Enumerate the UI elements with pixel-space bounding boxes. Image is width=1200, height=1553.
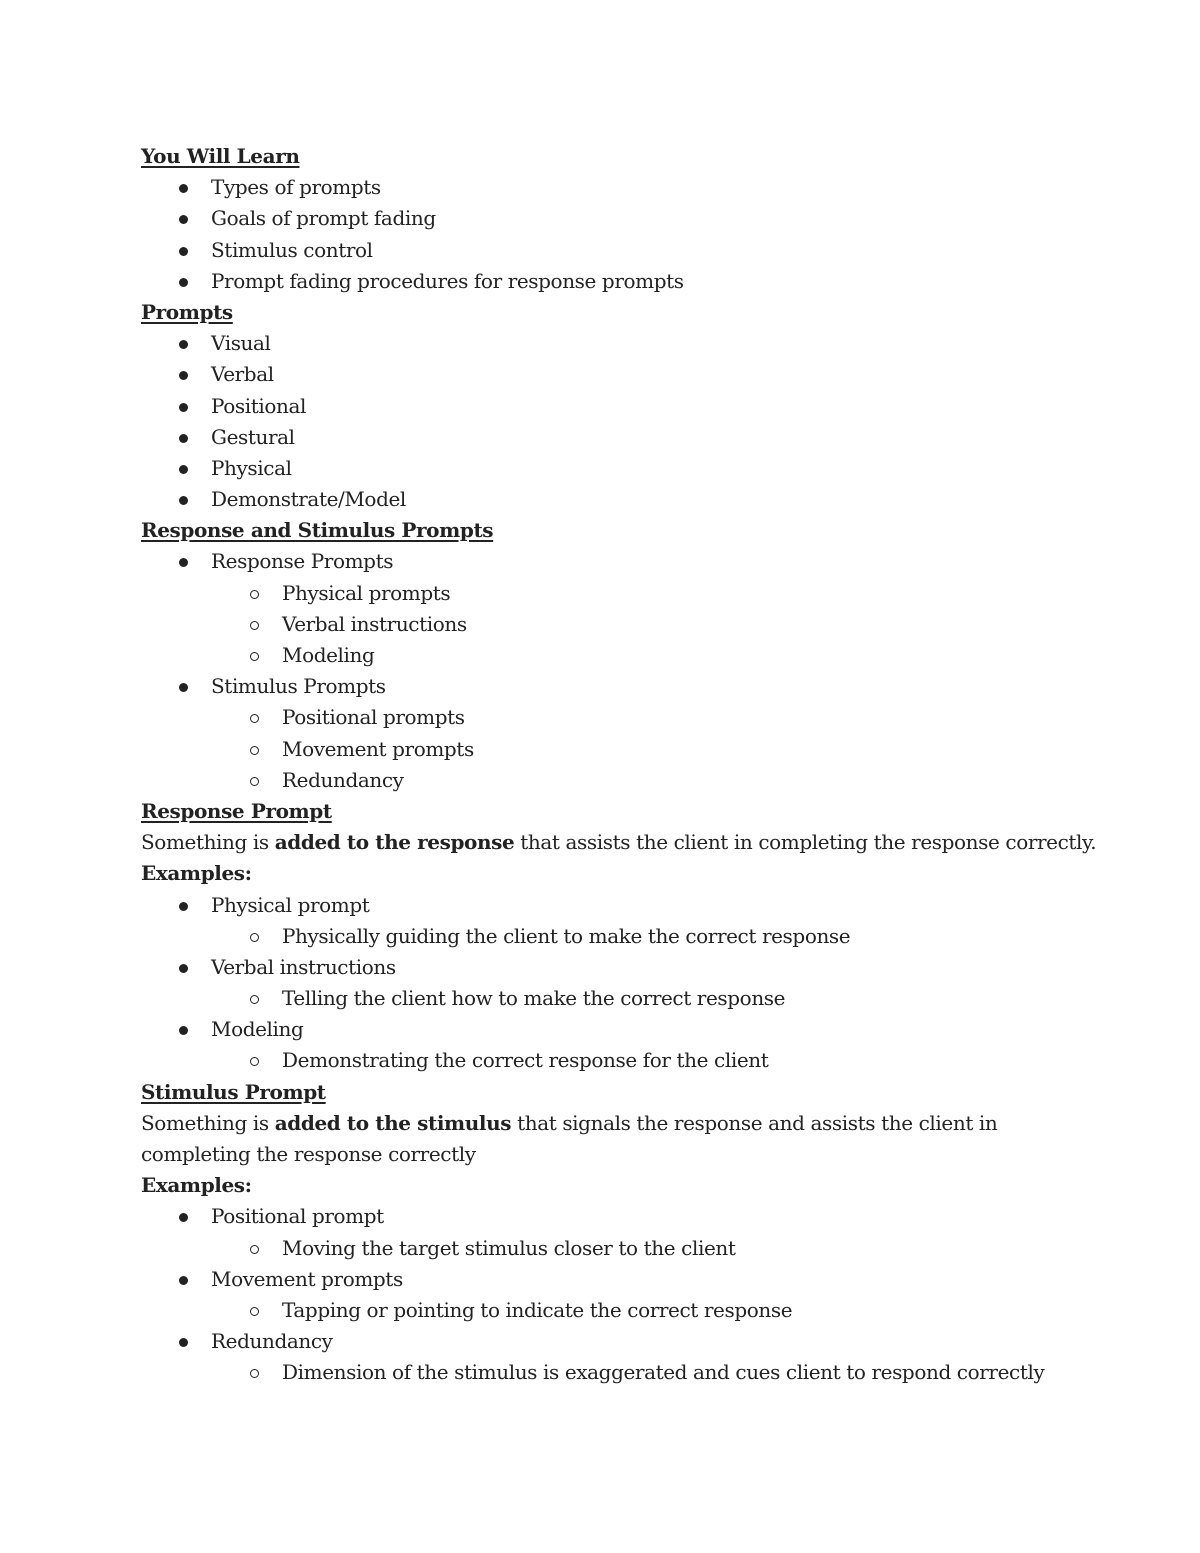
bullet-item: Movement prompts bbox=[141, 1264, 1081, 1295]
bullet-item: Demonstrate/Model bbox=[141, 484, 1081, 515]
bullet-item: Visual bbox=[141, 328, 1081, 359]
examples-label: Examples: bbox=[141, 1173, 252, 1198]
sub-bullet-item: Dimension of the stimulus is exaggerated and cues client to respond correctly bbox=[141, 1357, 1081, 1388]
bullet-item: Gestural bbox=[141, 422, 1081, 453]
sub-bullet-item: Verbal instructions bbox=[141, 609, 1081, 640]
sub-bullet-item: Physical prompts bbox=[141, 578, 1081, 609]
description-text: that signals the response and assists the client in completing the response correctly bbox=[141, 1110, 998, 1167]
description-emphasis: added to the stimulus bbox=[274, 1110, 512, 1135]
description-text: Something is bbox=[141, 830, 275, 855]
sub-bullet-item: Physically guiding the client to make the correct response bbox=[141, 921, 1081, 952]
bullet-item: Verbal bbox=[141, 359, 1081, 390]
stimulus-prompt-description bbox=[141, 1108, 1081, 1170]
examples-label: Examples: bbox=[141, 861, 252, 886]
bullet-item: Verbal instructions bbox=[141, 952, 1081, 983]
bullet-item: Positional prompt bbox=[141, 1201, 1081, 1232]
bullet-item: Positional bbox=[141, 391, 1081, 422]
bullet-item: Modeling bbox=[141, 1014, 1081, 1045]
bullet-item: Stimulus control bbox=[141, 235, 1081, 266]
sub-bullet-item: Modeling bbox=[141, 640, 1081, 671]
sub-bullet-item: Tapping or pointing to indicate the correct response bbox=[141, 1295, 1081, 1326]
bullet-item: Prompt fading procedures for response prompts bbox=[141, 266, 1081, 297]
sub-bullet-item: Redundancy bbox=[141, 765, 1081, 796]
sub-bullet-item: Movement prompts bbox=[141, 734, 1081, 765]
sub-bullet-item: Moving the target stimulus closer to the client bbox=[141, 1233, 1081, 1264]
sub-bullet-item: Telling the client how to make the correct response bbox=[141, 983, 1081, 1014]
bullet-item: Response Prompts bbox=[141, 546, 1081, 577]
section-heading-prompts: Prompts bbox=[141, 299, 233, 324]
bullet-item: Redundancy bbox=[141, 1326, 1081, 1357]
sub-bullet-item: Demonstrating the correct response for the client bbox=[141, 1045, 1081, 1076]
section-heading-stimulus-prompt: Stimulus Prompt bbox=[141, 1079, 326, 1104]
description-emphasis: added to the response bbox=[274, 830, 515, 855]
section-heading-response-prompt: Response Prompt bbox=[141, 798, 332, 823]
response-prompt-description bbox=[141, 827, 1097, 858]
bullet-item: Types of prompts bbox=[141, 172, 1081, 203]
sub-bullet-item: Positional prompts bbox=[141, 702, 1081, 733]
description-text: that assists the client in completing the response correctly. bbox=[514, 830, 1097, 855]
section-heading-response-and-stimulus-prompts: Response and Stimulus Prompts bbox=[141, 518, 494, 543]
bullet-item: Physical bbox=[141, 453, 1081, 484]
bullet-item: Goals of prompt fading bbox=[141, 203, 1081, 234]
bullet-item: Stimulus Prompts bbox=[141, 671, 1081, 702]
bullet-item: Physical prompt bbox=[141, 890, 1081, 921]
document-content bbox=[141, 141, 1097, 1389]
description-text: Something is bbox=[141, 1110, 275, 1135]
section-heading-you-will-learn: You Will Learn bbox=[141, 144, 300, 168]
